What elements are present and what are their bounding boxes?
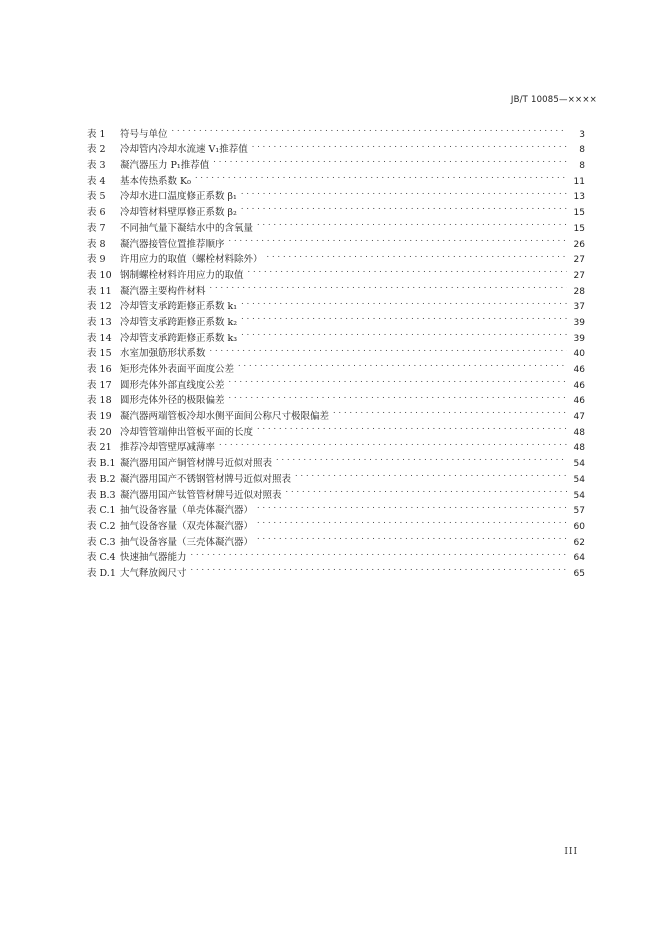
toc-entry-title: 冷却管支承跨距修正系数 k₃ — [120, 332, 238, 344]
toc-entry-title: 抽气设备容量（三壳体凝汽器） — [120, 536, 254, 548]
toc-entry-page: 37 — [573, 302, 585, 313]
toc-entry-number: 表 C.2 — [87, 520, 116, 532]
toc-leader-dots — [257, 529, 567, 545]
toc-leader-dots — [257, 513, 567, 529]
toc-entry-number: 表 13 — [87, 316, 112, 328]
toc-leader-dots — [213, 152, 567, 168]
toc-entry-title: 凝汽器两端管板冷却水侧平面间公称尺寸极限偏差 — [120, 411, 330, 423]
toc-entry-title: 矩形壳体外表面平面度公差 — [120, 364, 235, 375]
toc-entry-page: 57 — [573, 506, 585, 517]
document-code: JB/T 10085—×××× — [510, 95, 597, 105]
toc-entry-title: 快速抽气器能力 — [120, 552, 187, 564]
toc-entry-title: 水室加强筋形状系数 — [120, 348, 206, 360]
toc-entry-title: 不同抽气量下凝结水中的含氧量 — [120, 222, 254, 234]
toc-entry-page: 13 — [573, 192, 585, 203]
toc-entry-page: 39 — [573, 317, 585, 328]
toc-entry-page: 11 — [573, 176, 585, 187]
toc-entry-title: 冷却管支承跨距修正系数 k₂ — [120, 316, 238, 328]
toc-leader-dots — [267, 247, 567, 263]
toc-entry-title: 基本传热系数 K₀ — [120, 175, 191, 187]
toc-entry-number: 表 C.3 — [87, 536, 116, 548]
toc-entry-title: 冷却管材料壁厚修正系数 β₂ — [120, 207, 237, 219]
toc-entry-page: 40 — [573, 349, 585, 360]
toc-entry-title: 抽气设备容量（双壳体凝汽器） — [120, 520, 254, 532]
toc-entry-page: 8 — [579, 161, 585, 172]
toc-entry-title: 冷却水进口温度修正系数 β₁ — [120, 191, 237, 203]
toc-entry-number: 表 7 — [87, 222, 106, 234]
toc-leader-dots — [241, 184, 567, 200]
toc-entry-number: 表 B.3 — [87, 489, 116, 501]
toc-leader-dots — [241, 199, 567, 215]
toc-entry-title: 凝汽器接管位置推荐顺序 — [120, 238, 225, 250]
toc-entry-number: 表 17 — [87, 379, 112, 391]
toc-leader-dots — [257, 498, 567, 514]
toc-entry-number: 表 B.2 — [87, 473, 116, 485]
toc-entry-page: 62 — [573, 537, 585, 548]
toc-leader-dots — [229, 231, 567, 247]
toc-leader-dots — [238, 356, 567, 372]
toc-entry-page: 46 — [573, 396, 585, 407]
toc-entry-page: 8 — [579, 145, 585, 156]
toc-leader-dots — [333, 403, 567, 419]
toc-entry-number: 表 1 — [87, 128, 106, 140]
toc-entry-page: 54 — [573, 459, 585, 470]
page-number: III — [564, 847, 578, 857]
toc-leader-dots — [229, 372, 567, 388]
toc-leader-dots — [286, 482, 567, 498]
toc-entry-number: 表 C.4 — [87, 552, 116, 564]
toc-entry-title: 凝汽器压力 P₁推荐值 — [120, 160, 210, 172]
toc-entry-number: 表 21 — [87, 442, 112, 454]
toc-leader-dots — [295, 466, 567, 482]
toc-entry-title: 冷却管支承跨距修正系数 k₁ — [120, 301, 238, 313]
toc-entry-title: 凝汽器主要构件材料 — [120, 285, 206, 297]
toc-entry-title: 大气释放阀尺寸 — [120, 567, 187, 579]
toc-entry-page: 39 — [573, 333, 585, 344]
toc-entry-page: 15 — [573, 208, 585, 219]
toc-entry-number: 表 C.1 — [87, 505, 116, 517]
toc-leader-dots — [276, 450, 567, 466]
toc-entry-number: 表 10 — [87, 269, 112, 281]
toc-entry-number: 表 4 — [87, 175, 106, 187]
toc-entry-page: 65 — [573, 568, 585, 579]
toc-entry-page: 54 — [573, 490, 585, 501]
toc-entry-page: 27 — [573, 270, 585, 281]
toc-entry-number: 表 18 — [87, 395, 112, 407]
toc-entry-page: 54 — [573, 474, 585, 485]
toc-leader-dots — [191, 560, 567, 576]
toc-leader-dots — [229, 388, 567, 404]
toc-entry-number: 表 5 — [87, 191, 106, 203]
toc-entry-title: 圆形壳体外径的极限偏差 — [120, 395, 225, 407]
toc-entry-page: 46 — [573, 380, 585, 391]
toc-entry-number: 表 2 — [87, 144, 106, 156]
toc-entry-number: 表 19 — [87, 411, 112, 423]
toc-entry-title: 凝汽器用国产铜管材牌号近似对照表 — [120, 458, 273, 470]
toc-entry-number: 表 8 — [87, 238, 106, 250]
toc-entry-title: 符号与单位 — [120, 128, 168, 140]
toc-entry-page: 46 — [573, 365, 585, 375]
toc-leader-dots — [172, 121, 567, 137]
toc-entry-number: 表 D.1 — [87, 567, 116, 579]
toc-leader-dots — [241, 309, 567, 325]
toc-entry-number: 表 B.1 — [87, 458, 116, 470]
toc-leader-dots — [195, 168, 567, 184]
toc-leader-dots — [219, 435, 567, 451]
toc-entry-number: 表 9 — [87, 254, 106, 266]
toc-entry-number: 表 14 — [87, 332, 112, 344]
toc-entry-number: 表 3 — [87, 160, 106, 172]
toc-leader-dots — [241, 325, 567, 341]
toc-entry-title: 凝汽器用国产钛管管材牌号近似对照表 — [120, 489, 282, 501]
toc-entry-page: 48 — [573, 443, 585, 454]
toc-entry-page: 15 — [573, 223, 585, 234]
toc-entry[interactable] — [87, 121, 585, 140]
toc-entry-title: 抽气设备容量（单壳体凝汽器） — [120, 505, 254, 517]
table-of-contents — [87, 121, 585, 579]
toc-entry-number: 表 20 — [87, 426, 112, 438]
toc-entry-page: 47 — [573, 412, 585, 423]
toc-entry-title: 冷却管管端伸出管板平面的长度 — [120, 426, 254, 438]
toc-leader-dots — [248, 262, 567, 278]
toc-entry-title: 凝汽器用国产不锈钢管材牌号近似对照表 — [120, 473, 292, 485]
toc-entry-page: 64 — [573, 553, 585, 564]
toc-entry-title: 冷却管内冷却水流速 V₁推荐值 — [120, 144, 248, 156]
toc-entry-number: 表 12 — [87, 301, 112, 313]
toc-leader-dots — [252, 137, 567, 153]
toc-leader-dots — [257, 419, 567, 435]
toc-leader-dots — [210, 341, 567, 357]
toc-entry-title: 推荐冷却管壁厚减薄率 — [120, 442, 216, 454]
toc-entry-number: 表 6 — [87, 207, 106, 219]
toc-entry-title: 圆形壳体外部直线度公差 — [120, 379, 225, 391]
toc-entry-page: 48 — [573, 427, 585, 438]
toc-entry-page: 60 — [573, 521, 585, 532]
toc-entry-number: 表 15 — [87, 348, 112, 360]
toc-entry-title: 钢制螺栓材料许用应力的取值 — [120, 269, 244, 281]
toc-entry-title: 许用应力的取值（螺栓材料除外） — [120, 254, 263, 266]
toc-entry-page: 28 — [573, 286, 585, 297]
toc-leader-dots — [210, 278, 567, 294]
toc-entry-page: 3 — [579, 129, 585, 140]
toc-entry-number: 表 16 — [87, 364, 112, 375]
toc-leader-dots — [257, 215, 567, 231]
toc-entry-number: 表 11 — [87, 285, 112, 297]
toc-entry-page: 27 — [573, 255, 585, 266]
toc-leader-dots — [241, 294, 567, 310]
toc-leader-dots — [191, 545, 567, 561]
toc-entry-page: 26 — [573, 239, 585, 250]
